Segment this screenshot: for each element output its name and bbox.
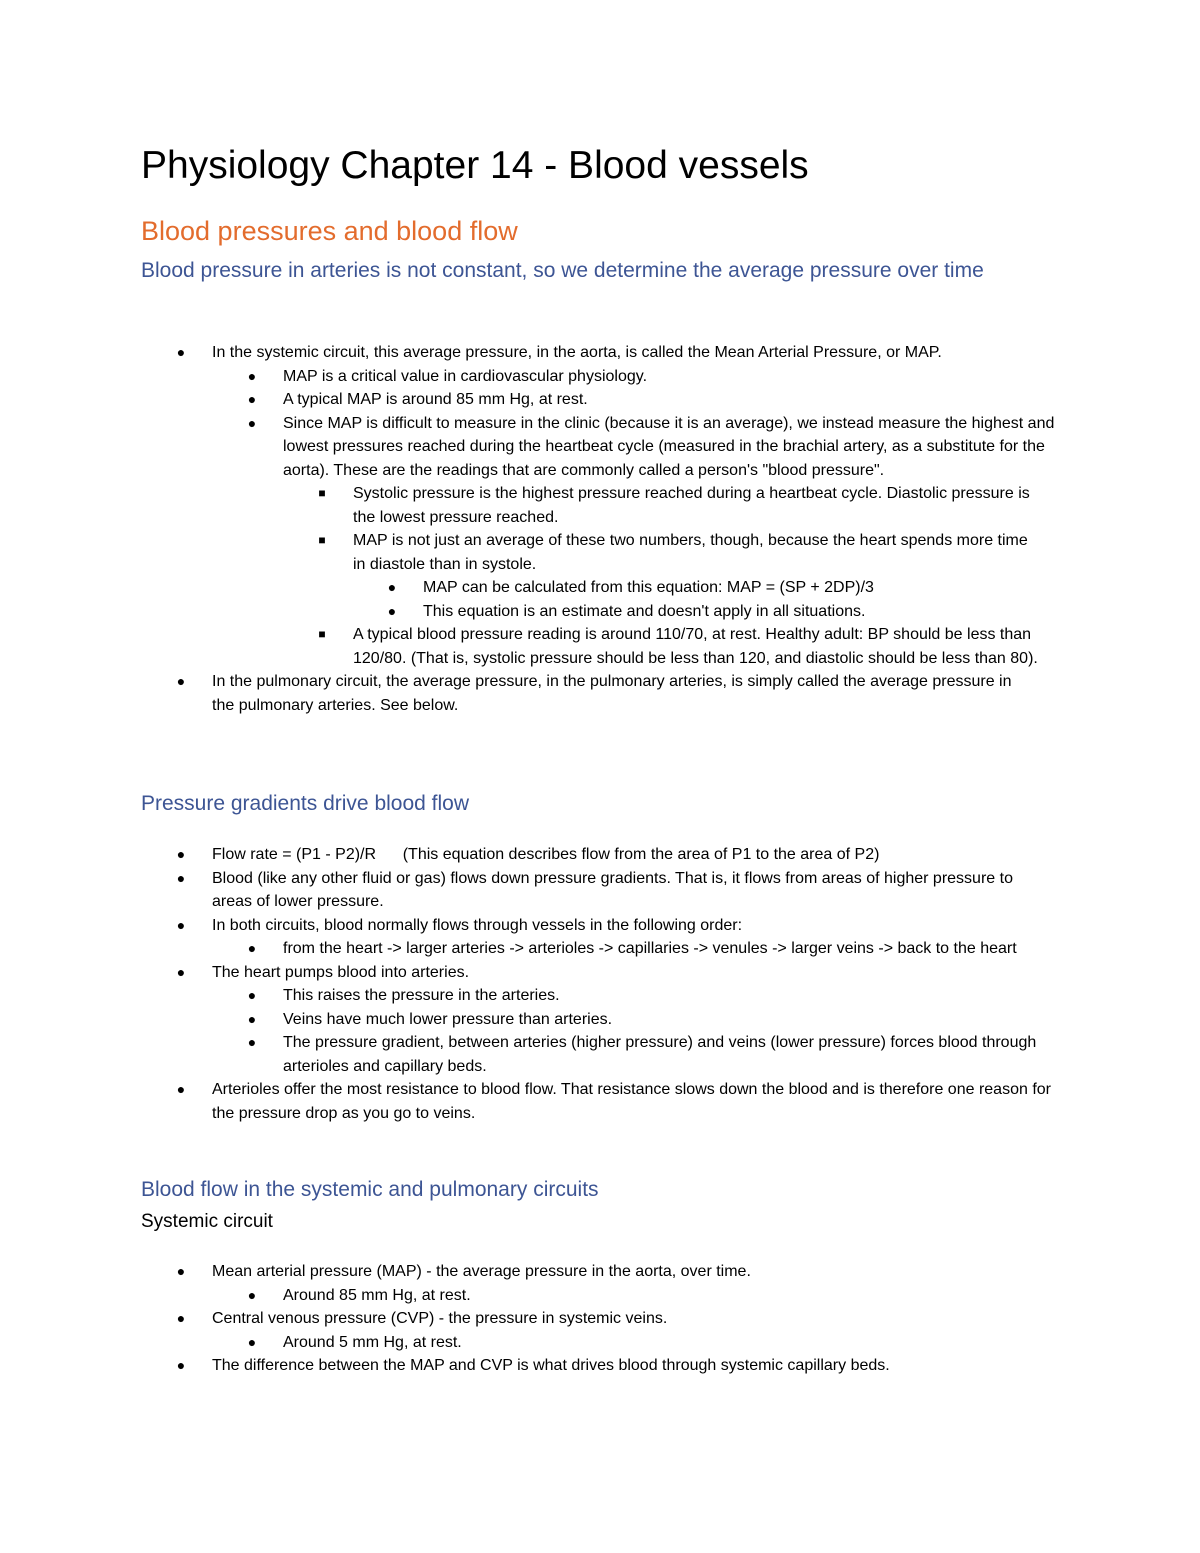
list-item [141, 412, 1061, 483]
bullet-icon: ● [176, 673, 186, 689]
list-item [141, 365, 1061, 389]
list-item [141, 914, 1061, 938]
list-item-text: Blood (like any other fluid or gas) flows down pressure gradients. That is, it flows from areas of higher pressure to areas of lower pressure. [212, 869, 1013, 910]
list-item [141, 843, 1061, 867]
subheading-arterial-pressure: Blood pressure in arteries is not constant, so we determine the average pressure over time [141, 259, 984, 282]
list-item [141, 984, 1061, 1008]
list-item-text: In both circuits, blood normally flows through vessels in the following order: [212, 916, 743, 934]
subheading-systemic-circuit: Systemic circuit [141, 1211, 273, 1232]
section-heading-blood-pressures: Blood pressures and blood flow [141, 216, 518, 246]
list-item-text: Systolic pressure is the highest pressure reached during a heartbeat cycle. Diastolic pressure is the lowest pressure reached. [353, 485, 1030, 526]
list-item-text: This raises the pressure in the arteries. [283, 987, 560, 1004]
list-item-text: Since MAP is difficult to measure in the clinic (because it is an average), we instead measure the highest and lowest pressures reached during the heartbeat cycle (measured in the brachial artery, as a substitute for the aorta). These are the readings that are commonly called a person's "blood pressure". [283, 414, 1055, 479]
bullet-icon: ● [176, 344, 186, 360]
list-item [141, 867, 1061, 914]
list-item [141, 1260, 1061, 1284]
list-item-text: The difference between the MAP and CVP is what drives blood through systemic capillary beds. [212, 1357, 890, 1374]
bullet-icon: ● [247, 1010, 257, 1027]
list-item-text: MAP can be calculated from this equation: MAP = (SP + 2DP)/3 [423, 579, 874, 596]
list-item-text: This equation is an estimate and doesn't apply in all situations. [423, 602, 866, 620]
bullet-icon: ● [247, 1286, 257, 1303]
section-heading-blood-flow-circuits: Blood flow in the systemic and pulmonary circuits [141, 1178, 599, 1201]
bullet-icon: ● [176, 846, 186, 862]
list-item [141, 1008, 1061, 1032]
list-item [141, 1331, 1061, 1355]
list-item-text: Central venous pressure (CVP) - the pressure in systemic veins. [212, 1310, 668, 1327]
bullet-icon: ● [247, 1333, 257, 1350]
list-item-text: MAP is a critical value in cardiovascular physiology. [283, 367, 648, 385]
bullet-icon: ● [176, 916, 186, 933]
list-item [141, 961, 1061, 985]
list-item-text: Flow rate = (P1 - P2)/R (This equation describes flow from the area of P1 to the area of P2) [212, 846, 880, 863]
bullet-icon: ● [176, 1357, 186, 1373]
bullet-icon: ● [247, 940, 257, 956]
bullet-icon: ● [387, 602, 397, 619]
page-title: Physiology Chapter 14 - Blood vessels [141, 144, 809, 187]
bullet-icon: ■ [318, 486, 326, 500]
list-item [141, 388, 1061, 412]
bullet-icon: ● [247, 1034, 257, 1050]
bullet-icon: ● [176, 869, 186, 886]
list-item [141, 600, 1061, 624]
list-item-text: MAP is not just an average of these two numbers, though, because the heart spends more time in diastole than in systole. [353, 532, 1028, 573]
bullet-list-section3 [141, 1260, 1061, 1378]
bullet-icon: ● [176, 963, 186, 980]
list-item [141, 482, 1061, 529]
bullet-icon: ● [176, 1263, 186, 1279]
bullet-icon: ● [387, 579, 397, 595]
section-heading-pressure-gradients: Pressure gradients drive blood flow [141, 792, 470, 815]
list-item-text: A typical blood pressure reading is around 110/70, at rest. Healthy adult: BP should be less than 120/80. (That is, systolic pressure should be less than 120, and diastolic should be less than 80). [353, 626, 1038, 667]
list-item-text: The pressure gradient, between arteries (higher pressure) and veins (lower pressure) forces blood through arterioles and capillary beds. [283, 1034, 1037, 1075]
bullet-list-section1 [141, 341, 1061, 717]
bullet-icon: ● [247, 414, 257, 431]
list-item [141, 1078, 1061, 1125]
list-item-text: Arterioles offer the most resistance to blood flow. That resistance slows down the blood and is therefore one reason for the pressure drop as you go to veins. [212, 1081, 1051, 1122]
list-item-text: A typical MAP is around 85 mm Hg, at rest. [283, 391, 588, 408]
bullet-icon: ● [176, 1310, 186, 1326]
list-item [141, 1307, 1061, 1331]
list-item-text: Around 5 mm Hg, at rest. [283, 1333, 462, 1351]
list-item-text: from the heart -> larger arteries -> arterioles -> capillaries -> venules -> larger veins -> back to the heart [283, 940, 1017, 957]
list-item-text: In the pulmonary circuit, the average pressure, in the pulmonary arteries, is simply called the average pressure in the pulmonary arteries. See below. [212, 673, 1012, 714]
bullet-icon: ● [247, 391, 257, 407]
bullet-icon: ● [247, 367, 257, 384]
list-item [141, 529, 1061, 576]
list-item-text: The heart pumps blood into arteries. [212, 963, 470, 981]
list-item [141, 1354, 1061, 1378]
list-item [141, 1284, 1061, 1308]
bullet-icon: ■ [318, 533, 326, 547]
list-item-text: Around 85 mm Hg, at rest. [283, 1286, 471, 1304]
list-item-text: Mean arterial pressure (MAP) - the average pressure in the aorta, over time. [212, 1263, 751, 1280]
list-item [141, 937, 1061, 961]
list-item [141, 576, 1061, 600]
list-item-text: Veins have much lower pressure than arteries. [283, 1010, 613, 1028]
list-item [141, 1031, 1061, 1078]
bullet-icon: ● [247, 987, 257, 1003]
bullet-icon: ● [176, 1081, 186, 1097]
bullet-list-section2 [141, 843, 1061, 1125]
list-item-text: In the systemic circuit, this average pressure, in the aorta, is called the Mean Arterial Pressure, or MAP. [212, 344, 942, 361]
list-item [141, 341, 1061, 365]
bullet-icon: ■ [318, 627, 326, 641]
list-item [141, 670, 1061, 717]
list-item [141, 623, 1061, 670]
